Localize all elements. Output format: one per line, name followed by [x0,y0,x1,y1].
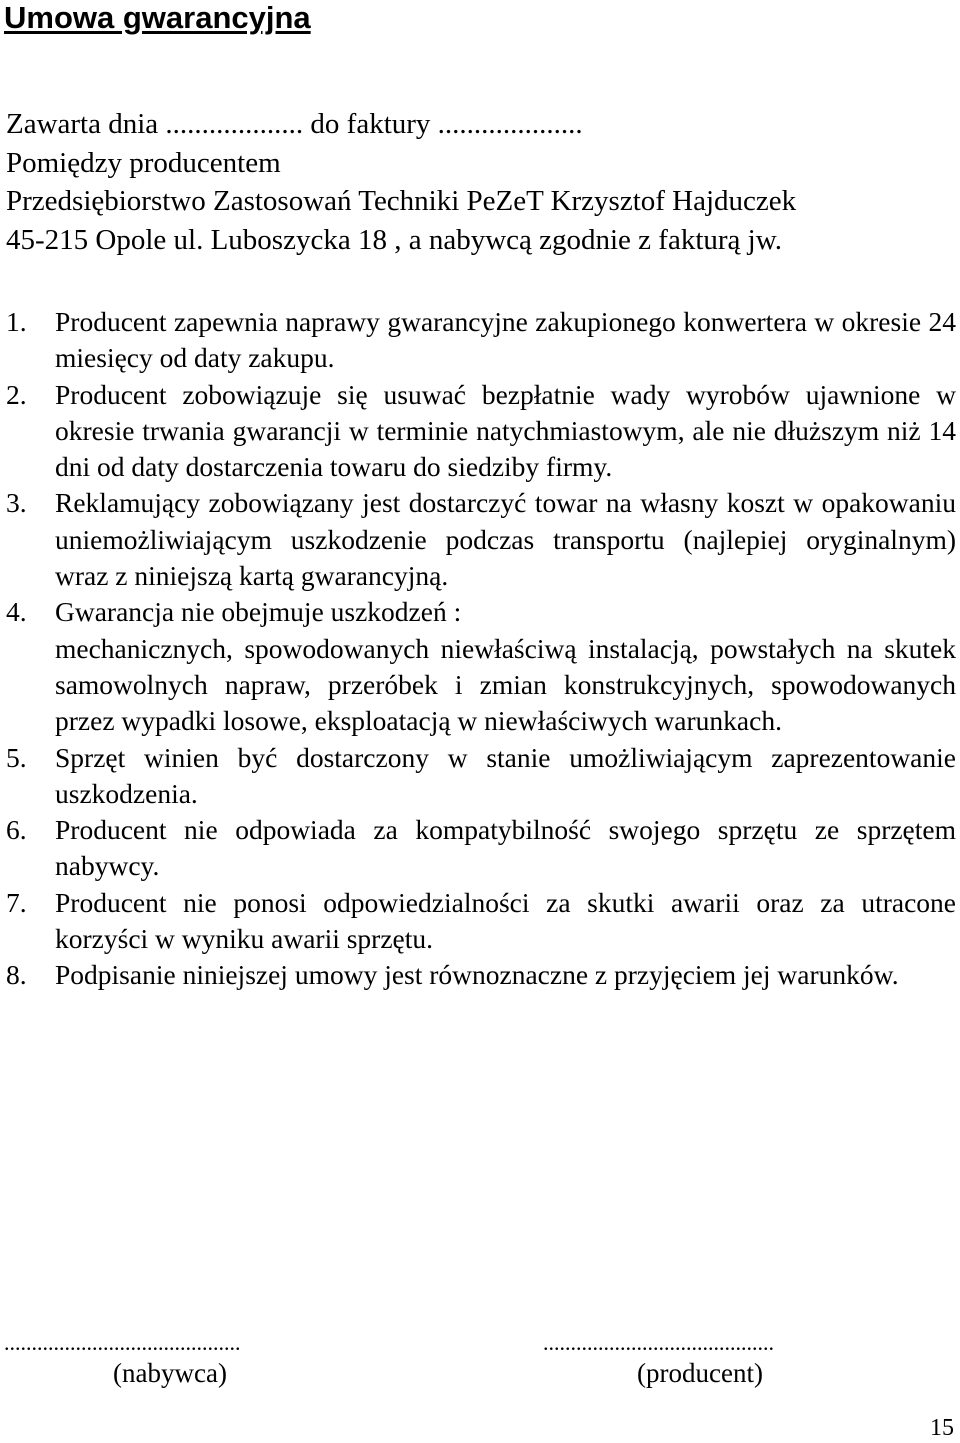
item-text: Producent nie odpowiada za kompatybilność swojego sprzętu ze sprzętem nabywcy. [55,814,956,882]
producer-name: Przedsiębiorstwo Zastosowań Techniki PeZeT Krzysztof Hajduczek [6,185,797,217]
list-item [6,812,956,885]
item-text: Producent nie ponosi odpowiedzialności za skutki awarii oraz za utracone korzyści w wyniku awarii sprzętu. [55,886,956,955]
item-number: 2. [6,378,27,410]
item-number: 1. [6,306,27,337]
list-item [6,594,956,739]
item-text: Reklamujący zobowiązany jest dostarczyć towar na własny koszt w opakowaniu uniemożliwiającym uszkodzenie podczas transportu (najlepiej oryginalnym) wraz z niniejszą kartą gwarancyjną. [55,487,956,592]
item-number: 4. [6,596,27,628]
producer-signature-line: .......................................... [543,1330,774,1355]
list-item [6,740,956,813]
item-text: Producent zobowiązuje się usuwać bezpłatnie wady wyrobów ujawnione w okresie trwania gwarancji w terminie natychmiastowym, ale nie dłuższym niż 14 dni od daty dostarczenia towaru do siedziby firmy. [55,378,956,483]
item-number: 3. [6,487,27,519]
item-number: 6. [6,814,27,846]
list-item [6,304,956,377]
item-text: Podpisanie niniejszej umowy jest równoznaczne z przyjęciem jej warunków. [55,959,899,991]
item-text: Sprzęt winien być dostarczony w stanie umożliwiającym zaprezentowanie uszkodzenia. [55,741,956,809]
producer-address: 45-215 Opole ul. Luboszycka 18 , a nabywcą zgodnie z fakturą jw. [6,223,783,256]
list-item [6,957,956,993]
list-item [6,485,956,594]
buyer-signature-line: ........................................... [4,1330,241,1355]
list-item [6,377,956,486]
item-text: mechanicznych, spowodowanych niewłaściwą instalacją, powstałych na skutek samowolnych napraw, przeróbek i zmian konstrukcyjnych, spowodowanych przez wypadki losowe, eksploatacją w niewłaściwych warunkach. [55,632,956,737]
warranty-terms-list [6,304,956,994]
buyer-signature-label: (nabywca) [113,1358,227,1388]
item-text: Producent zapewnia naprawy gwarancyjne zakupionego konwertera w okresie 24 miesięcy od daty zakupu. [55,306,956,374]
page-number: 15 [930,1415,954,1441]
contract-header [6,105,956,259]
item-number: 7. [6,886,27,918]
document-title: Umowa gwarancyjna [4,0,311,35]
item-number: 8. [6,959,27,991]
item-text-block [55,594,956,739]
producer-signature-label: (producent) [637,1358,763,1388]
item-number: 5. [6,741,27,773]
item-lead: Gwarancja nie obejmuje uszkodzeń : [55,596,462,628]
contract-date-line: Zawarta dnia ................... do faktury .................... [6,108,583,140]
contract-parties-line: Pomiędzy producentem [6,146,281,179]
list-item [6,885,956,958]
